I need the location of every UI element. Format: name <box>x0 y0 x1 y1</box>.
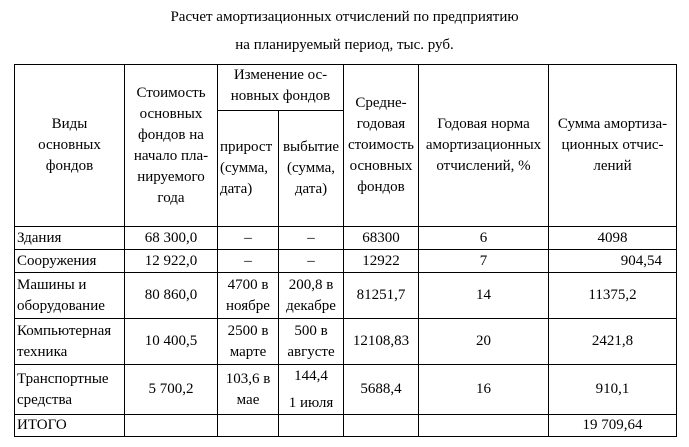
cell-kind: Сооружения <box>15 250 125 273</box>
depreciation-table <box>14 64 677 437</box>
header-amount: Сумма амортиза- ционных отчис- лений <box>549 65 677 227</box>
table-row <box>15 250 677 273</box>
header-cost-start: Стоимость основных фондов на начало пла- нируемого года <box>125 65 218 227</box>
table-row <box>15 273 677 319</box>
header-increase: прирост (сумма, дата) <box>218 111 279 227</box>
cell-total-amount: 19 709,64 <box>549 415 677 437</box>
cell-empty <box>279 415 344 437</box>
cell-kind: Здания <box>15 227 125 250</box>
cell-empty <box>125 415 218 437</box>
cell-disposal: – <box>279 227 344 250</box>
cell-disposal: 200,8 в декабре <box>279 273 344 319</box>
cell-amount: 2421,8 <box>549 319 677 365</box>
cell-increase: – <box>218 227 279 250</box>
cell-avg: 12922 <box>344 250 419 273</box>
cell-total-label: ИТОГО <box>15 415 125 437</box>
cell-cost: 10 400,5 <box>125 319 218 365</box>
cell-cost: 5 700,2 <box>125 365 218 415</box>
cell-amount: 904,54 <box>549 250 677 273</box>
cell-empty <box>218 415 279 437</box>
cell-cost: 12 922,0 <box>125 250 218 273</box>
cell-amount: 910,1 <box>549 365 677 415</box>
cell-avg: 12108,83 <box>344 319 419 365</box>
cell-rate: 20 <box>419 319 549 365</box>
header-disposal: выбытие (сумма, дата) <box>279 111 344 227</box>
header-rate: Годовая норма амортизационных отчислений, % <box>419 65 549 227</box>
cell-rate: 7 <box>419 250 549 273</box>
table-row <box>15 227 677 250</box>
cell-rate: 14 <box>419 273 549 319</box>
header-kinds: Виды основных фондов <box>15 65 125 227</box>
cell-disposal: 500 в августе <box>279 319 344 365</box>
cell-cost: 80 860,0 <box>125 273 218 319</box>
cell-increase: 4700 в ноябре <box>218 273 279 319</box>
cell-increase: 103,6 в мае <box>218 365 279 415</box>
header-avg-cost: Средне- годовая стоимость основных фондов <box>344 65 419 227</box>
cell-kind: Транспортные средства <box>15 365 125 415</box>
cell-amount: 11375,2 <box>549 273 677 319</box>
table-title-line-1: Расчет амортизационных отчислений по предприятию <box>170 9 519 25</box>
cell-avg: 81251,7 <box>344 273 419 319</box>
table-row <box>15 365 677 415</box>
cell-kind: Компьютерная техника <box>15 319 125 365</box>
cell-rate: 6 <box>419 227 549 250</box>
cell-increase: – <box>218 250 279 273</box>
cell-avg: 68300 <box>344 227 419 250</box>
cell-increase: 2500 в марте <box>218 319 279 365</box>
cell-empty <box>344 415 419 437</box>
cell-empty <box>419 415 549 437</box>
table-title-line-2: на планируемый период, тыс. руб. <box>235 37 454 53</box>
cell-rate: 16 <box>419 365 549 415</box>
cell-disposal: – <box>279 250 344 273</box>
cell-cost: 68 300,0 <box>125 227 218 250</box>
table-row <box>15 319 677 365</box>
cell-amount: 4098 <box>549 227 677 250</box>
header-change: Изменение ос- новных фондов <box>218 65 344 111</box>
cell-avg: 5688,4 <box>344 365 419 415</box>
cell-kind: Машины и оборудование <box>15 273 125 319</box>
table-total-row <box>15 415 677 437</box>
cell-disposal: 144,4 1 июля <box>279 365 344 415</box>
